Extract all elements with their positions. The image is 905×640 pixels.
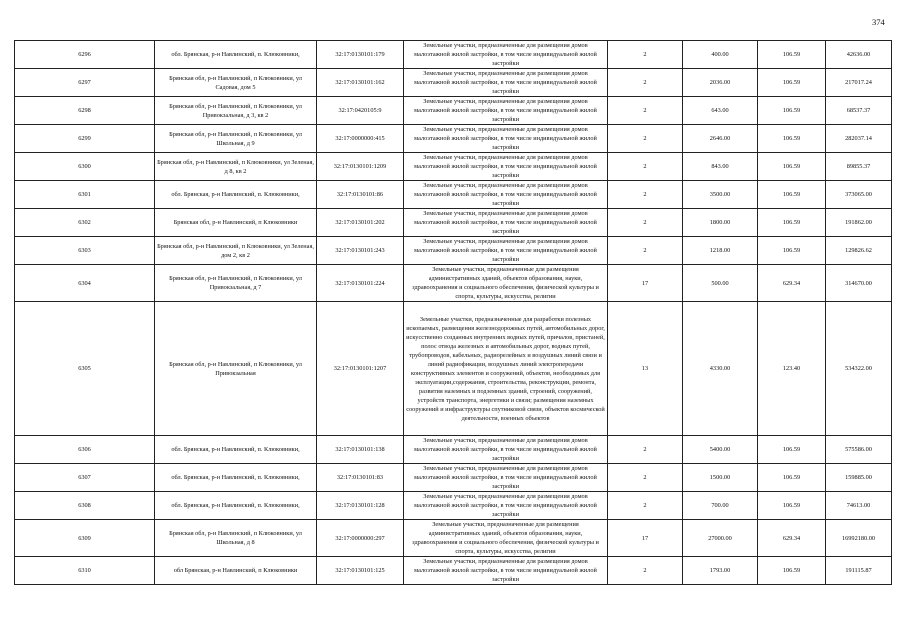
use-group-cell: 2 xyxy=(608,237,683,265)
cadastral-value-cell: 68537.37 xyxy=(826,97,892,125)
specific-value-cell: 106.59 xyxy=(758,237,826,265)
specific-value-cell: 106.59 xyxy=(758,209,826,237)
land-use-cell: Земельные участки, предназначенные для размещения домов малоэтажной жилой застройки, в том числе индивидуальной жилой застройки xyxy=(404,125,608,153)
address-cell: Брянская обл, р-н Навлинский, п Клюковники, ул Привокзальная, д 7 xyxy=(155,265,317,302)
area-cell: 1793.00 xyxy=(683,557,758,585)
table-row xyxy=(15,436,892,464)
cadastral-number-cell: 32:17:0420105:9 xyxy=(317,97,404,125)
area-cell: 1218.00 xyxy=(683,237,758,265)
cadastral-value-table xyxy=(14,40,892,585)
land-use-cell: Земельные участки, предназначенные для размещения домов малоэтажной жилой застройки, в том числе индивидуальной жилой застройки xyxy=(404,464,608,492)
cadastral-value-cell: 16992180.00 xyxy=(826,520,892,557)
row-number-cell: 6297 xyxy=(15,69,155,97)
address-cell: Брянская обл, р-н Навлинский, п Клюковники, ул Привокзальная, д 3, кв 2 xyxy=(155,97,317,125)
table-row xyxy=(15,557,892,585)
cadastral-number-cell: 32:17:0130101:202 xyxy=(317,209,404,237)
address-cell: обл. Брянская, р-н Навлинский, п. Клюковники, xyxy=(155,436,317,464)
address-cell: обл Брянская, р-н Навлинский, п Клюковники xyxy=(155,557,317,585)
cadastral-value-cell: 373065.00 xyxy=(826,181,892,209)
use-group-cell: 2 xyxy=(608,153,683,181)
row-number-cell: 6300 xyxy=(15,153,155,181)
row-number-cell: 6301 xyxy=(15,181,155,209)
cadastral-value-cell: 217017.24 xyxy=(826,69,892,97)
use-group-cell: 2 xyxy=(608,557,683,585)
area-cell: 500.00 xyxy=(683,265,758,302)
area-cell: 700.00 xyxy=(683,492,758,520)
use-group-cell: 2 xyxy=(608,464,683,492)
land-use-cell: Земельные участки, предназначенные для размещения административных зданий, объектов образования, науки, здравоохранения и социального обеспечения, физической культуры и спорта, культуры, искусства, религии xyxy=(404,265,608,302)
area-cell: 27000.00 xyxy=(683,520,758,557)
use-group-cell: 2 xyxy=(608,97,683,125)
table-row xyxy=(15,69,892,97)
address-cell: Брянская обл, р-н Навлинский, п Клюковники, ул Зеленая, дом 2, кв 2 xyxy=(155,237,317,265)
area-cell: 2036.00 xyxy=(683,69,758,97)
land-use-cell: Земельные участки, предназначенные для размещения домов малоэтажной жилой застройки, в том числе индивидуальной жилой застройки xyxy=(404,153,608,181)
row-number-cell: 6308 xyxy=(15,492,155,520)
use-group-cell: 2 xyxy=(608,436,683,464)
page-number: 374 xyxy=(872,17,885,27)
address-cell: Брянская обл, р-н Навлинский, п Клюковники, ул Садовая, дом 5 xyxy=(155,69,317,97)
specific-value-cell: 106.59 xyxy=(758,436,826,464)
row-number-cell: 6298 xyxy=(15,97,155,125)
table-row xyxy=(15,41,892,69)
area-cell: 2646.00 xyxy=(683,125,758,153)
land-use-cell: Земельные участки, предназначенные для размещения домов малоэтажной жилой застройки, в том числе индивидуальной жилой застройки xyxy=(404,69,608,97)
table-row xyxy=(15,265,892,302)
use-group-cell: 13 xyxy=(608,302,683,436)
use-group-cell: 2 xyxy=(608,209,683,237)
area-cell: 400.00 xyxy=(683,41,758,69)
area-cell: 5400.00 xyxy=(683,436,758,464)
use-group-cell: 2 xyxy=(608,41,683,69)
row-number-cell: 6304 xyxy=(15,265,155,302)
row-number-cell: 6299 xyxy=(15,125,155,153)
table-row xyxy=(15,237,892,265)
area-cell: 643.00 xyxy=(683,97,758,125)
cadastral-value-cell: 74613.00 xyxy=(826,492,892,520)
cadastral-value-cell: 129826.62 xyxy=(826,237,892,265)
address-cell: обл. Брянская, р-н Навлинский, п. Клюковники, xyxy=(155,181,317,209)
use-group-cell: 2 xyxy=(608,492,683,520)
specific-value-cell: 629.34 xyxy=(758,265,826,302)
table-row xyxy=(15,209,892,237)
use-group-cell: 2 xyxy=(608,69,683,97)
table-row xyxy=(15,97,892,125)
land-use-cell: Земельные участки, предназначенные для размещения домов малоэтажной жилой застройки, в том числе индивидуальной жилой застройки xyxy=(404,492,608,520)
row-number-cell: 6296 xyxy=(15,41,155,69)
land-use-cell: Земельные участки, предназначенные для размещения домов малоэтажной жилой застройки, в том числе индивидуальной жилой застройки xyxy=(404,436,608,464)
use-group-cell: 17 xyxy=(608,520,683,557)
cadastral-number-cell: 32:17:0130101:128 xyxy=(317,492,404,520)
land-use-cell: Земельные участки, предназначенные для размещения домов малоэтажной жилой застройки, в том числе индивидуальной жилой застройки xyxy=(404,237,608,265)
address-cell: Брянская обл, р-н Навлинский, п Клюковники, ул Зеленая, д 8, кв 2 xyxy=(155,153,317,181)
specific-value-cell: 123.40 xyxy=(758,302,826,436)
row-number-cell: 6307 xyxy=(15,464,155,492)
cadastral-number-cell: 32:17:0130101:125 xyxy=(317,557,404,585)
cadastral-number-cell: 32:17:0000000:297 xyxy=(317,520,404,557)
cadastral-value-cell: 534322.00 xyxy=(826,302,892,436)
use-group-cell: 17 xyxy=(608,265,683,302)
land-use-cell: Земельные участки, предназначенные для размещения административных зданий, объектов образования, науки, здравоохранения и социального обеспечения, физической культуры и спорта, культуры, искусства, религии xyxy=(404,520,608,557)
cadastral-number-cell: 32:17:0130101:83 xyxy=(317,464,404,492)
use-group-cell: 2 xyxy=(608,181,683,209)
table-row xyxy=(15,464,892,492)
specific-value-cell: 629.34 xyxy=(758,520,826,557)
row-number-cell: 6306 xyxy=(15,436,155,464)
cadastral-value-cell: 282037.14 xyxy=(826,125,892,153)
cadastral-number-cell: 32:17:0130101:162 xyxy=(317,69,404,97)
address-cell: обл. Брянская, р-н Навлинский, п. Клюковники, xyxy=(155,492,317,520)
land-use-cell: Земельные участки, предназначенные для размещения домов малоэтажной жилой застройки, в том числе индивидуальной жилой застройки xyxy=(404,557,608,585)
table-body xyxy=(15,41,892,585)
table-row xyxy=(15,153,892,181)
cadastral-number-cell: 32:17:0130101:243 xyxy=(317,237,404,265)
land-use-cell: Земельные участки, предназначенные для размещения домов малоэтажной жилой застройки, в том числе индивидуальной жилой застройки xyxy=(404,181,608,209)
cadastral-number-cell: 32:17:0130101:138 xyxy=(317,436,404,464)
area-cell: 1800.00 xyxy=(683,209,758,237)
specific-value-cell: 106.59 xyxy=(758,97,826,125)
specific-value-cell: 106.59 xyxy=(758,181,826,209)
row-number-cell: 6302 xyxy=(15,209,155,237)
cadastral-value-cell: 575586.00 xyxy=(826,436,892,464)
specific-value-cell: 106.59 xyxy=(758,41,826,69)
table-row xyxy=(15,520,892,557)
cadastral-value-cell: 191115.87 xyxy=(826,557,892,585)
table-row xyxy=(15,125,892,153)
table-row xyxy=(15,181,892,209)
area-cell: 1500.00 xyxy=(683,464,758,492)
specific-value-cell: 106.59 xyxy=(758,557,826,585)
area-cell: 4330.00 xyxy=(683,302,758,436)
use-group-cell: 2 xyxy=(608,125,683,153)
land-use-cell: Земельные участки, предназначенные для размещения домов малоэтажной жилой застройки, в том числе индивидуальной жилой застройки xyxy=(404,209,608,237)
cadastral-number-cell: 32:17:0130101:1207 xyxy=(317,302,404,436)
row-number-cell: 6309 xyxy=(15,520,155,557)
address-cell: обл. Брянская, р-н Навлинский, п. Клюковники, xyxy=(155,41,317,69)
cadastral-value-cell: 191862.00 xyxy=(826,209,892,237)
table-row xyxy=(15,492,892,520)
cadastral-number-cell: 32:17:0130101:224 xyxy=(317,265,404,302)
cadastral-number-cell: 32:17:0130101:179 xyxy=(317,41,404,69)
address-cell: Брянская обл, р-н Навлинский, п Клюковники, ул Школьная, д 8 xyxy=(155,520,317,557)
area-cell: 3500.00 xyxy=(683,181,758,209)
land-use-cell: Земельные участки, предназначенные для разработки полезных ископаемых, размещения железнодорожных путей, автомобильных дорог, искусственно созданных внутренних водных путей, причалов, пристаней, полос отвода железных и автомобильных дорог, водных путей, трубопроводов, кабельных, радиорелейных и воздушных линий связи и линий радиофикации, воздушных линий электропередачи конструктивных элементов и сооружений, объектов, необходимых для эксплуатации,содержания, строительства, реконструкции, ремонта, развития наземных и подземных зданий, строений, сооружений, устройств транспорта, энергетики и связи; размещения наземных сооружений и инфраструктуры спутниковой связи, объектов космической деятельности, военных объектов xyxy=(404,302,608,436)
cadastral-value-cell: 42636.00 xyxy=(826,41,892,69)
cadastral-number-cell: 32:17:0130101:1209 xyxy=(317,153,404,181)
specific-value-cell: 106.59 xyxy=(758,464,826,492)
specific-value-cell: 106.59 xyxy=(758,125,826,153)
address-cell: Брянская обл, р-н Навлинский, п Клюковники, ул Школьная, д 9 xyxy=(155,125,317,153)
table-row xyxy=(15,302,892,436)
cadastral-value-cell: 159885.00 xyxy=(826,464,892,492)
cadastral-number-cell: 32:17:0000000:415 xyxy=(317,125,404,153)
specific-value-cell: 106.59 xyxy=(758,69,826,97)
specific-value-cell: 106.59 xyxy=(758,153,826,181)
land-use-cell: Земельные участки, предназначенные для размещения домов малоэтажной жилой застройки, в том числе индивидуальной жилой застройки xyxy=(404,97,608,125)
area-cell: 843.00 xyxy=(683,153,758,181)
row-number-cell: 6305 xyxy=(15,302,155,436)
land-use-cell: Земельные участки, предназначенные для размещения домов малоэтажной жилой застройки, в том числе индивидуальной жилой застройки xyxy=(404,41,608,69)
address-cell: обл. Брянская, р-н Навлинский, п. Клюковники, xyxy=(155,464,317,492)
row-number-cell: 6310 xyxy=(15,557,155,585)
row-number-cell: 6303 xyxy=(15,237,155,265)
specific-value-cell: 106.59 xyxy=(758,492,826,520)
address-cell: Брянская обл, р-н Навлинский, п Клюковники, ул Привокзальная xyxy=(155,302,317,436)
cadastral-value-cell: 89855.37 xyxy=(826,153,892,181)
address-cell: Брянская обл, р-н Навлинский, п Клюковники xyxy=(155,209,317,237)
cadastral-number-cell: 32:17:0130101:86 xyxy=(317,181,404,209)
cadastral-value-cell: 314670.00 xyxy=(826,265,892,302)
